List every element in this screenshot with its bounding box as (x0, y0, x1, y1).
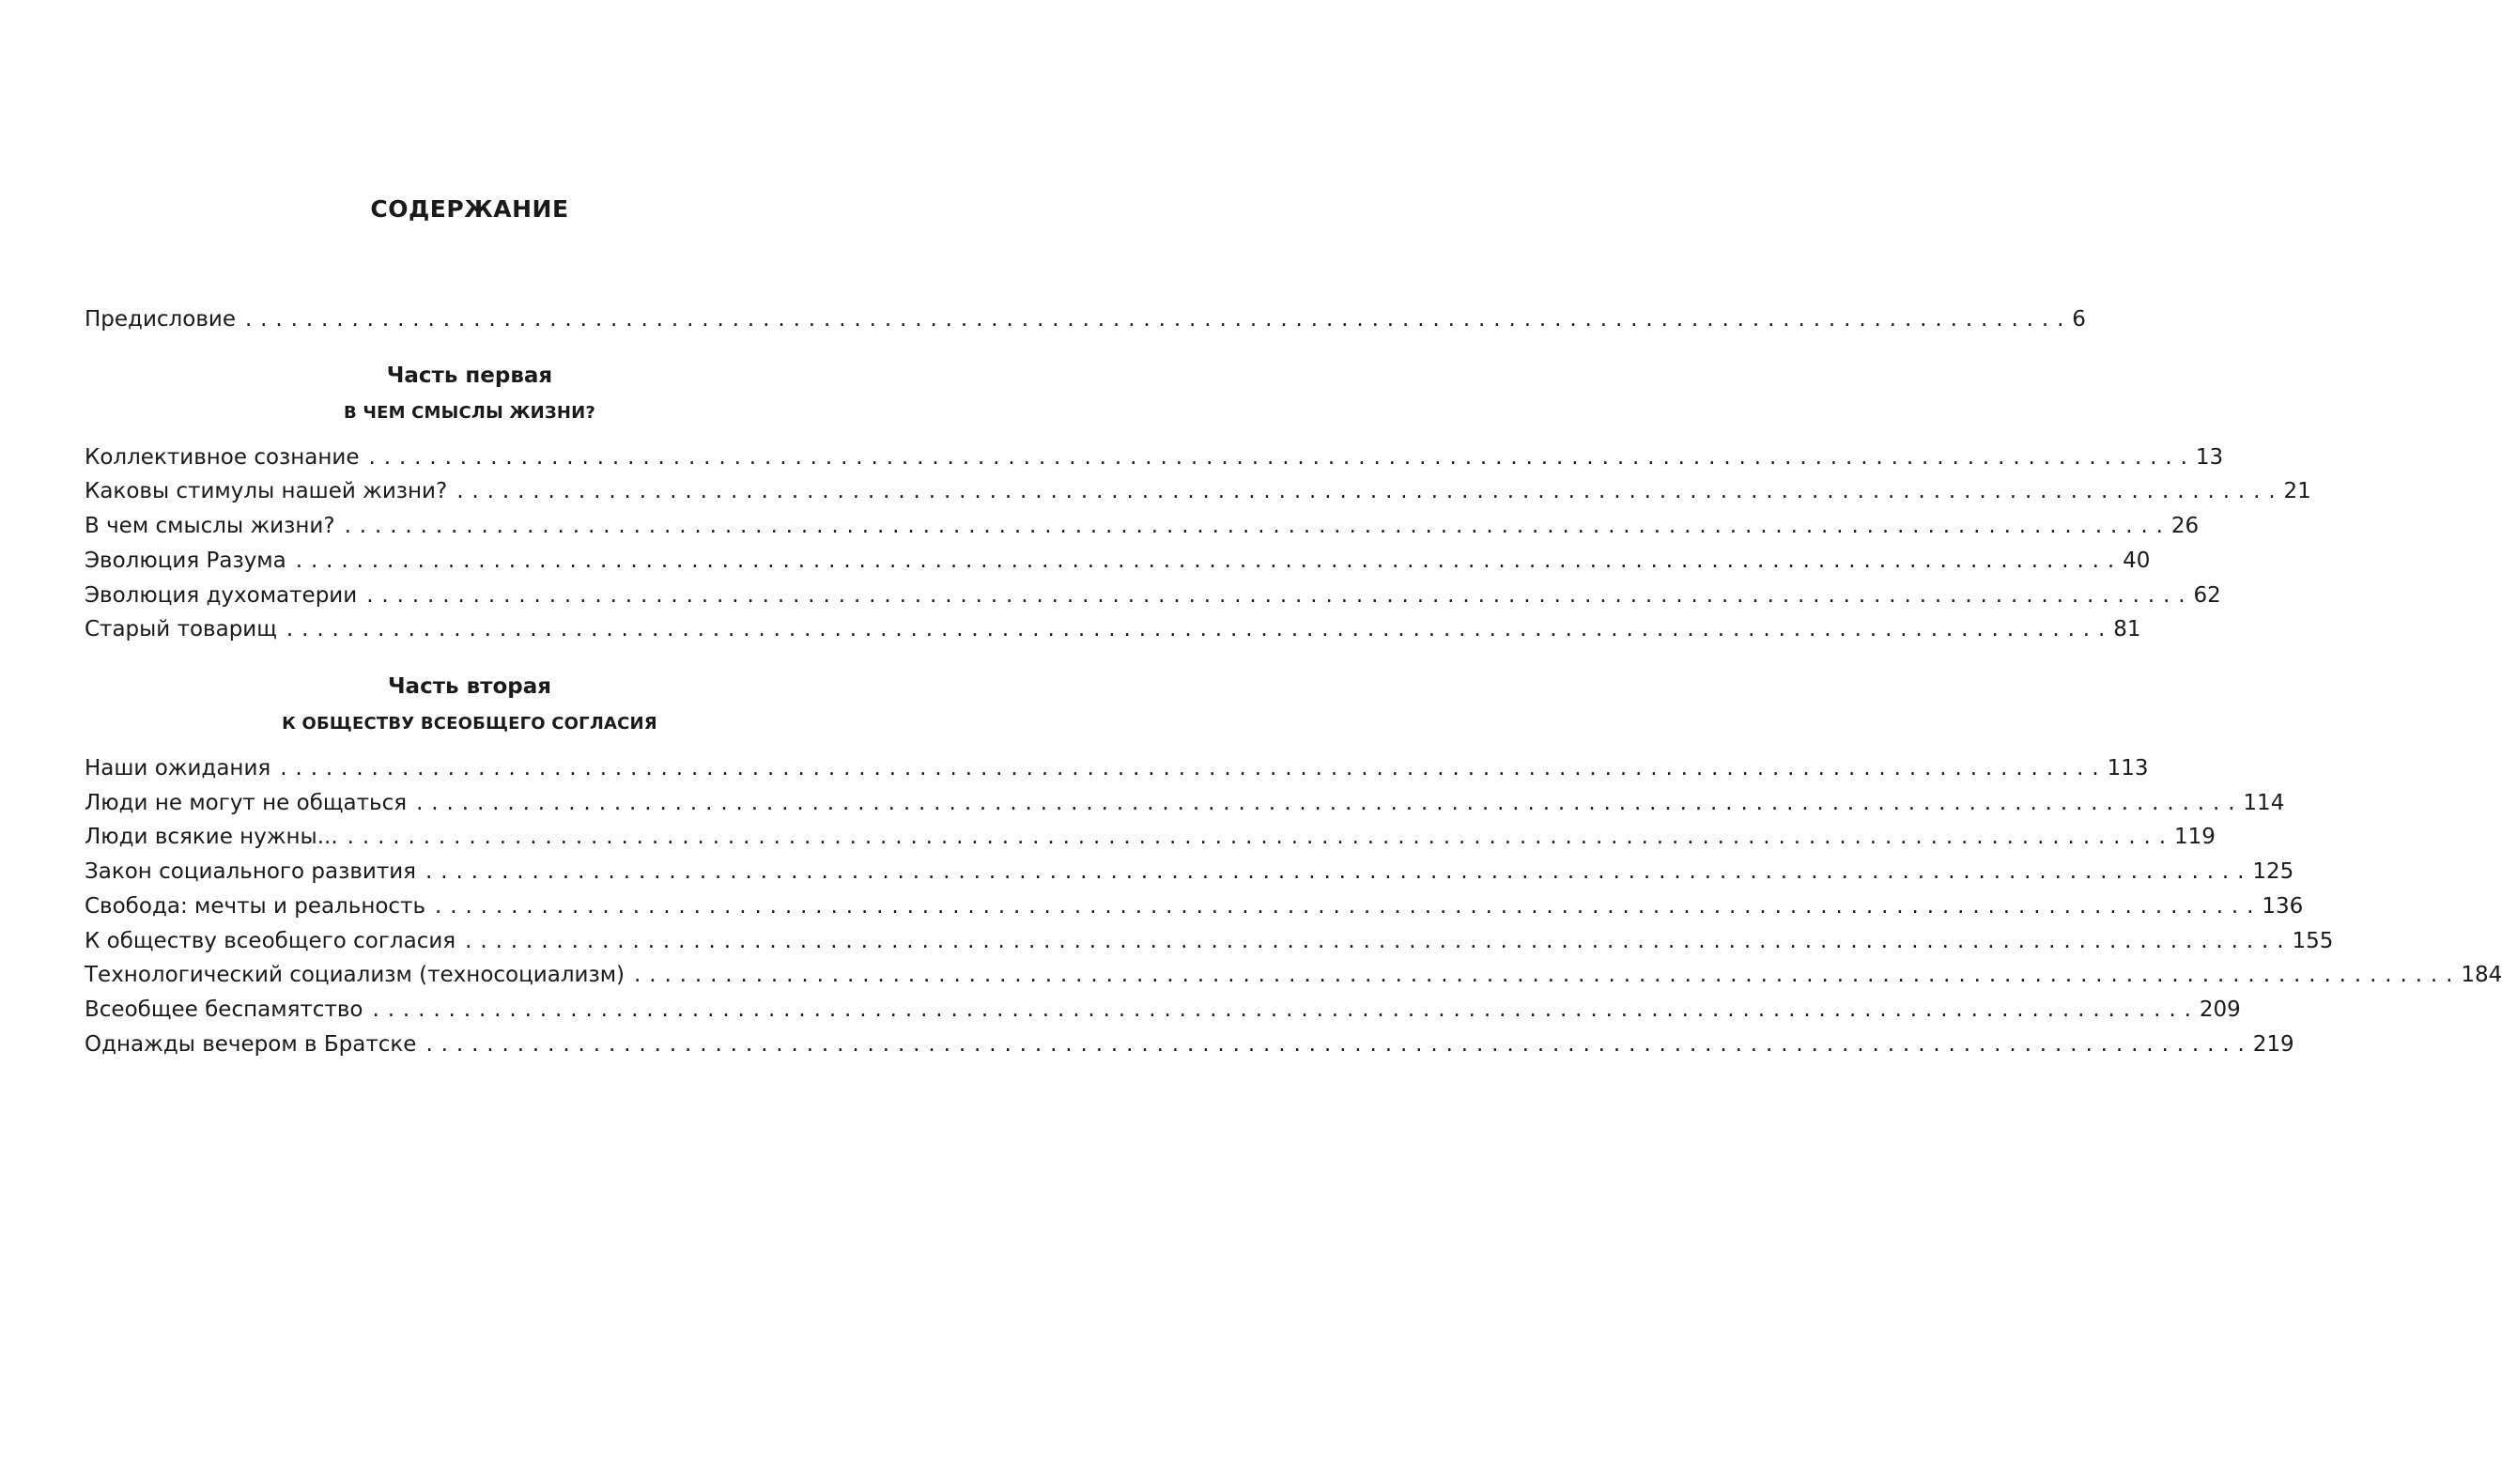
toc-entry (85, 958, 2502, 992)
dot-leader: ........................................................................................................................ (435, 894, 2263, 919)
dot-leader: ........................................................................................................................ (366, 583, 2194, 608)
toc-entry-label: Закон социального развития (85, 859, 417, 884)
toc-entry-page: 136 (2262, 894, 2304, 919)
toc-entry-page: 21 (2283, 479, 2311, 503)
part-subtitle: В ЧЕМ СМЫСЛЫ ЖИЗНИ? (343, 403, 596, 423)
toc-entry-label: Однажды вечером в Братске (85, 1032, 417, 1057)
toc-entry (85, 579, 2221, 612)
toc-entry (85, 993, 2241, 1027)
toc-entry-page: 119 (2173, 825, 2216, 849)
toc-entry-page: 155 (2292, 929, 2334, 953)
toc-entry-label: Люди всякие нужны... (85, 825, 338, 849)
part-heading: Часть вторая (387, 674, 552, 699)
toc-entry-page: 209 (2199, 997, 2241, 1022)
dot-leader: ........................................................................................................................ (347, 825, 2174, 849)
toc-entry (85, 820, 2216, 854)
dot-leader: ........................................................................................................................ (465, 929, 2293, 953)
toc-entry-page: 40 (2123, 549, 2151, 573)
toc-entry-label: Коллективное сознание (85, 445, 360, 470)
toc-entry (85, 786, 2285, 820)
toc-entry (85, 1028, 2294, 1061)
toc-entry (85, 855, 2294, 889)
toc-entry (85, 474, 2311, 508)
toc-entry-page: 114 (2243, 791, 2285, 815)
dot-leader: ........................................................................................................................ (244, 307, 2073, 332)
toc-entry-page: 219 (2252, 1032, 2294, 1057)
toc-entry-page: 184 (2461, 963, 2502, 987)
toc-entry-label: Люди не могут не общаться (85, 791, 408, 815)
toc-entry-page: 13 (2195, 445, 2224, 470)
toc-entry-label: Эволюция духоматерии (85, 583, 358, 608)
toc-entry-label: В чем смыслы жизни? (85, 514, 335, 538)
toc-entry-label: Всеобщее беспамятство (85, 997, 363, 1022)
dot-leader: ........................................................................................................................ (344, 514, 2171, 538)
toc-entry (85, 441, 2224, 474)
toc-entry-label: Предисловие (85, 307, 236, 332)
toc-entry-label: Технологический социализм (техносоциализм) (85, 963, 626, 987)
dot-leader: ........................................................................................................................ (456, 479, 2284, 503)
toc-entry-label: Наши ожидания (85, 756, 271, 781)
page-title: СОДЕРЖАНИЕ (370, 195, 569, 223)
toc-entry-page: 113 (2107, 756, 2149, 781)
toc-entry-label: Эволюция Разума (85, 549, 286, 573)
dot-leader: ........................................................................................................................ (372, 997, 2200, 1022)
part-heading: Часть первая (386, 363, 553, 388)
dot-leader: ........................................................................................................................ (425, 1032, 2253, 1057)
toc-entry (85, 889, 2304, 923)
toc-entry-label: Старый товарищ (85, 617, 277, 642)
dot-leader: ........................................................................................................................ (368, 445, 2196, 470)
toc-entry-page: 6 (2072, 307, 2086, 332)
dot-leader: ........................................................................................................................ (295, 549, 2124, 573)
toc-entry (85, 509, 2200, 543)
toc-entry (85, 924, 2334, 958)
dot-leader: ........................................................................................................................ (286, 617, 2114, 642)
dot-leader: ........................................................................................................................ (425, 859, 2253, 884)
toc-entry-page: 81 (2113, 617, 2141, 642)
toc-entry (85, 544, 2151, 578)
toc-entry-preface (85, 302, 2086, 336)
dot-leader: ........................................................................................................................ (280, 756, 2108, 781)
toc-entry (85, 612, 2141, 646)
part-subtitle: К ОБЩЕСТВУ ВСЕОБЩЕГО СОГЛАСИЯ (282, 714, 657, 734)
toc-entry-page: 62 (2193, 583, 2221, 608)
toc-entry (85, 751, 2149, 785)
toc-entry-label: К обществу всеобщего согласия (85, 929, 456, 953)
toc-entry-page: 26 (2170, 514, 2200, 538)
dot-leader: ........................................................................................................................ (634, 963, 2462, 987)
toc-entry-label: Свобода: мечты и реальность (85, 894, 426, 919)
toc-entry-page: 125 (2252, 859, 2294, 884)
dot-leader: ........................................................................................................................ (416, 791, 2244, 815)
toc-entry-label: Каковы стимулы нашей жизни? (85, 479, 448, 503)
